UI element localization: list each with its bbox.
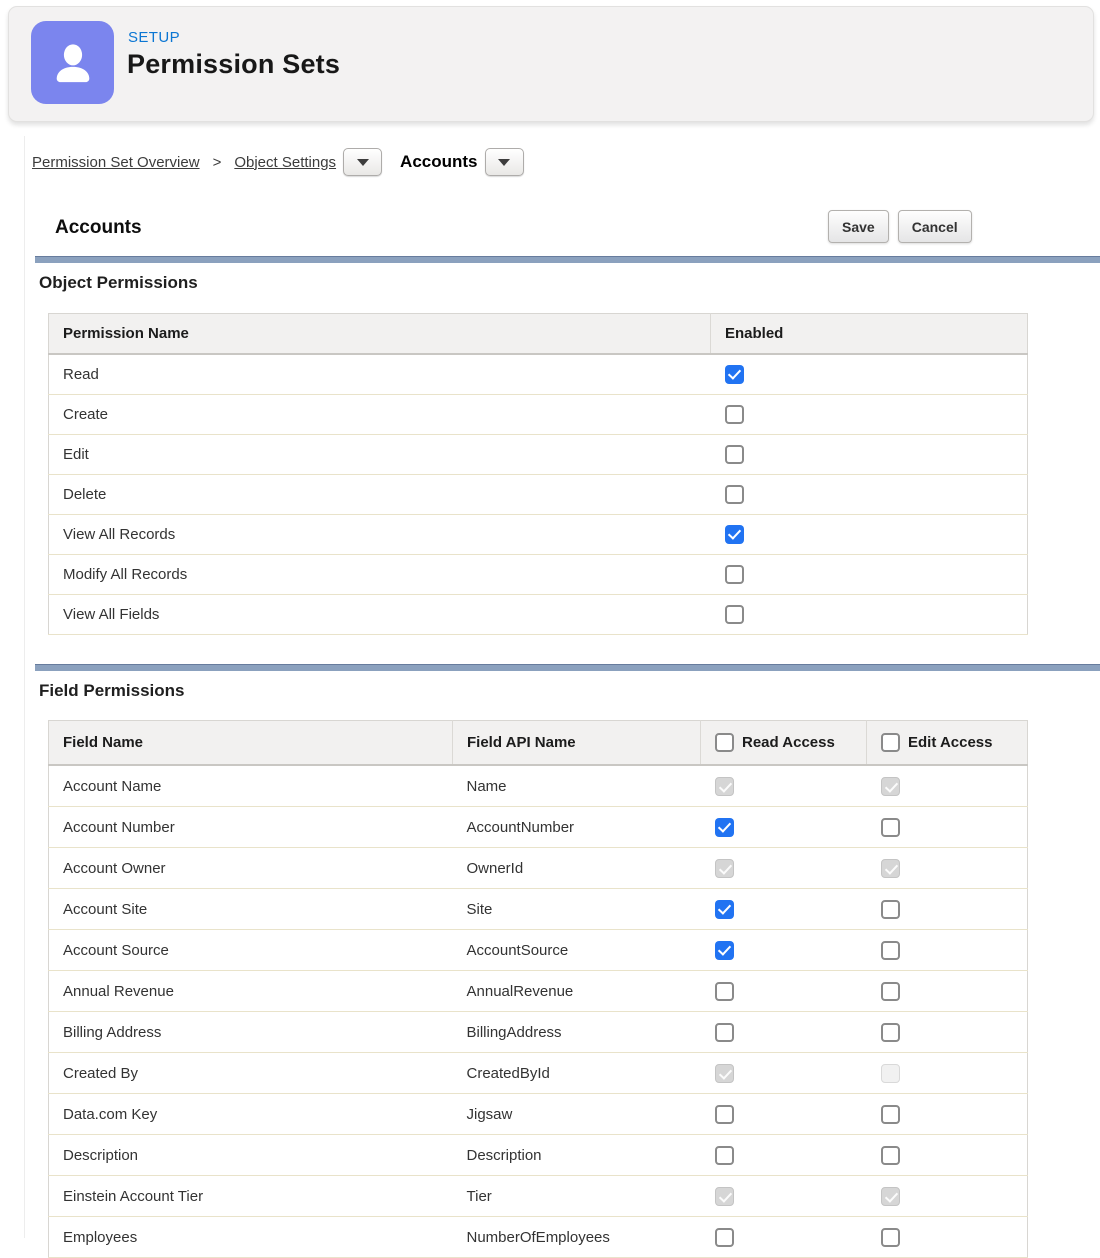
permission-name-cell: View All Fields [49,595,711,635]
read-access-checkbox[interactable] [715,900,734,919]
edit-access-checkbox [881,777,900,796]
edit-access-cell [867,807,1028,848]
read-access-cell [701,848,867,889]
edit-access-checkbox [881,1187,900,1206]
column-header-field-name: Field Name [49,721,453,766]
field-name-cell: Account Source [49,930,453,971]
page-title: Accounts [55,217,142,238]
edit-access-cell [867,1053,1028,1094]
edit-access-label: Edit Access [908,734,993,751]
table-header-row [49,314,1028,355]
read-access-cell [701,889,867,930]
enabled-checkbox[interactable] [725,445,744,464]
read-access-checkbox [715,1187,734,1206]
chevron-down-icon [498,159,510,166]
permission-name-cell: View All Records [49,515,711,555]
field-permissions-table [48,720,1028,1258]
table-row [49,1217,1028,1258]
field-name-cell: Data.com Key [49,1094,453,1135]
enabled-cell [711,395,1028,435]
edit-access-checkbox [881,1064,900,1083]
edit-access-checkbox[interactable] [881,941,900,960]
field-api-name-cell: AccountNumber [453,807,701,848]
read-access-checkbox[interactable] [715,941,734,960]
field-name-cell: Account Name [49,765,453,807]
read-access-select-all-checkbox[interactable] [715,733,734,752]
action-buttons [828,210,972,243]
permission-name-cell: Edit [49,435,711,475]
read-access-label: Read Access [742,734,835,751]
field-api-name-cell: Site [453,889,701,930]
read-access-cell [701,1217,867,1258]
field-name-cell: Account Number [49,807,453,848]
field-name-cell: Employees [49,1217,453,1258]
field-name-cell: Billing Address [49,1012,453,1053]
enabled-cell [711,354,1028,395]
column-header-edit-access [867,721,1028,766]
edit-access-checkbox[interactable] [881,982,900,1001]
table-row [49,765,1028,807]
permission-name-cell: Create [49,395,711,435]
read-access-checkbox[interactable] [715,1105,734,1124]
read-access-checkbox[interactable] [715,1023,734,1042]
edit-access-cell [867,1176,1028,1217]
permission-name-cell: Delete [49,475,711,515]
read-access-cell [701,930,867,971]
table-row [49,515,1028,555]
edit-access-cell [867,889,1028,930]
chevron-down-icon [357,159,369,166]
table-row [49,1053,1028,1094]
breadcrumb-current-accounts: Accounts [400,152,478,171]
breadcrumb-separator: > [212,153,222,171]
accounts-dropdown-button[interactable] [485,148,524,176]
object-permissions-table [48,313,1028,635]
field-api-name-cell: OwnerId [453,848,701,889]
table-row [49,889,1028,930]
field-name-cell: Account Owner [49,848,453,889]
permission-sets-icon [31,21,114,104]
enabled-checkbox[interactable] [725,485,744,504]
field-api-name-cell: Tier [453,1176,701,1217]
table-row [49,930,1028,971]
table-row [49,354,1028,395]
table-row [49,1012,1028,1053]
object-permissions-heading: Object Permissions [39,273,198,292]
field-api-name-cell: NumberOfEmployees [453,1217,701,1258]
edit-access-checkbox[interactable] [881,1023,900,1042]
field-api-name-cell: Jigsaw [453,1094,701,1135]
table-row [49,1176,1028,1217]
section-divider-bar [35,256,1100,263]
section-divider-bar [35,664,1100,671]
read-access-cell [701,1094,867,1135]
enabled-cell [711,595,1028,635]
object-permissions-section [48,313,1027,635]
read-access-checkbox [715,859,734,878]
read-access-checkbox [715,1064,734,1083]
field-api-name-cell: AnnualRevenue [453,971,701,1012]
table-row [49,807,1028,848]
enabled-checkbox[interactable] [725,605,744,624]
breadcrumb-link-object-settings[interactable]: Object Settings [234,153,337,171]
column-header-read-access [701,721,867,766]
field-name-cell: Annual Revenue [49,971,453,1012]
field-permissions-section [48,720,1027,1258]
user-icon [50,40,96,86]
field-api-name-cell: Description [453,1135,701,1176]
edit-access-checkbox [881,859,900,878]
field-api-name-cell: AccountSource [453,930,701,971]
enabled-checkbox[interactable] [725,405,744,424]
edit-access-cell [867,1135,1028,1176]
edit-access-cell [867,765,1028,807]
read-access-checkbox[interactable] [715,1228,734,1247]
table-header-row [49,721,1028,766]
table-row [49,475,1028,515]
table-row [49,395,1028,435]
setup-header-card [8,6,1094,122]
edit-access-cell [867,1094,1028,1135]
field-api-name-cell: CreatedById [453,1053,701,1094]
enabled-cell [711,435,1028,475]
read-access-cell [701,807,867,848]
edit-access-checkbox[interactable] [881,1146,900,1165]
enabled-checkbox[interactable] [725,525,744,544]
edit-access-checkbox[interactable] [881,1228,900,1247]
enabled-checkbox[interactable] [725,365,744,384]
field-permissions-heading: Field Permissions [39,681,185,700]
save-button[interactable]: Save [828,210,889,243]
field-api-name-cell: Name [453,765,701,807]
object-settings-dropdown-button[interactable] [343,148,382,176]
read-access-cell [701,1012,867,1053]
column-header-permission-name: Permission Name [49,314,711,355]
enabled-cell [711,475,1028,515]
edit-access-cell [867,930,1028,971]
edit-access-select-all-checkbox[interactable] [881,733,900,752]
read-access-checkbox[interactable] [715,982,734,1001]
edit-access-checkbox[interactable] [881,1105,900,1124]
read-access-checkbox[interactable] [715,818,734,837]
column-header-field-api-name: Field API Name [453,721,701,766]
edit-access-cell [867,848,1028,889]
field-name-cell: Einstein Account Tier [49,1176,453,1217]
edit-access-cell [867,971,1028,1012]
breadcrumb-link-permission-set-overview[interactable]: Permission Set Overview [32,153,200,171]
breadcrumb [32,146,524,178]
content-left-edge [24,136,25,1238]
table-row [49,848,1028,889]
table-row [49,555,1028,595]
app-title: Permission Sets [127,49,341,79]
table-row [49,435,1028,475]
table-row [49,971,1028,1012]
setup-eyebrow: SETUP [128,29,181,46]
edit-access-cell [867,1217,1028,1258]
field-name-cell: Description [49,1135,453,1176]
read-access-cell [701,1135,867,1176]
field-api-name-cell: BillingAddress [453,1012,701,1053]
permission-name-cell: Modify All Records [49,555,711,595]
read-access-cell [701,971,867,1012]
enabled-cell [711,555,1028,595]
enabled-checkbox[interactable] [725,565,744,584]
read-access-cell [701,765,867,807]
read-access-cell [701,1176,867,1217]
field-name-cell: Created By [49,1053,453,1094]
cancel-button[interactable]: Cancel [898,210,972,243]
edit-access-cell [867,1012,1028,1053]
read-access-checkbox[interactable] [715,1146,734,1165]
column-header-enabled: Enabled [711,314,1028,355]
table-row [49,595,1028,635]
enabled-cell [711,515,1028,555]
table-row [49,1094,1028,1135]
field-name-cell: Account Site [49,889,453,930]
table-row [49,1135,1028,1176]
edit-access-checkbox[interactable] [881,818,900,837]
read-access-checkbox [715,777,734,796]
read-access-cell [701,1053,867,1094]
permission-name-cell: Read [49,354,711,395]
edit-access-checkbox[interactable] [881,900,900,919]
